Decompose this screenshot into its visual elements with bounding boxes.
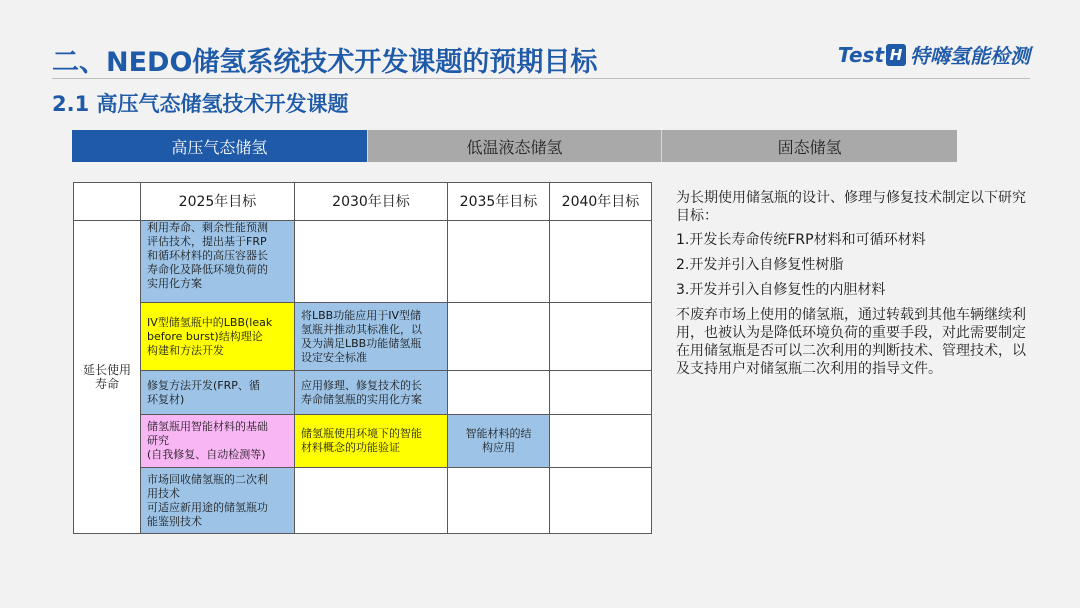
table-cell	[448, 371, 550, 415]
table-cell	[550, 221, 652, 303]
column-header-2025: 2025年目标	[141, 183, 295, 221]
table-cell: IV型储氢瓶中的LBB(leak before burst)结构理论 构建和方法开发	[141, 303, 295, 371]
column-header-empty	[74, 183, 141, 221]
logo-text-cn: 特嗨氢能检测	[910, 44, 1030, 68]
list-item: 2.开发并引入自修复性树脂	[676, 257, 844, 273]
table-cell: 市场回收储氢瓶的二次利 用技术 可适应新用途的储氢瓶功 能鉴别技术	[141, 468, 295, 534]
table-cell	[550, 303, 652, 371]
table-cell	[448, 303, 550, 371]
table-row	[74, 221, 652, 303]
brand-logo	[838, 40, 1030, 69]
table-cell	[550, 415, 652, 468]
table-cell: 储氢瓶用智能材料的基础 研究 (自我修复、自动检测等)	[141, 415, 295, 468]
table-cell: 储氢瓶使用环境下的智能 材料概念的功能验证	[295, 415, 448, 468]
page-title: 二、NEDO储氢系统技术开发课题的预期目标	[52, 47, 598, 78]
table-cell	[448, 221, 550, 303]
logo-mark-icon: H	[886, 44, 906, 66]
side-body: 不废弃市场上使用的储氢瓶，通过转载到其他车辆继续利用，也被认为是降低环境负荷的重要手段，对此需要制定在用储氢瓶是否可以二次利用的判断技术、管理技术，以及支持用户对储氢瓶二次利用的指导文件。	[676, 307, 1026, 377]
table-cell: 将LBB功能应用于IV型储 氢瓶并推动其标准化，以 及为满足LBB功能储氢瓶 设定安全标准	[295, 303, 448, 371]
table-cell	[550, 468, 652, 534]
logo-text-en: Test	[837, 42, 884, 67]
goals-table	[73, 182, 652, 534]
table-row	[74, 303, 652, 371]
side-intro: 为长期使用储氢瓶的设计、修理与修复技术制定以下研究目标：	[676, 190, 1026, 224]
table-cell	[295, 468, 448, 534]
table-cell: 应用修理、修复技术的长 寿命储氢瓶的实用化方案	[295, 371, 448, 415]
table-cell	[448, 468, 550, 534]
tab-high-pressure-gas[interactable]: 高压气态储氢	[72, 130, 367, 162]
tab-cryogenic-liquid[interactable]: 低温液态储氢	[367, 130, 662, 162]
column-header-2035: 2035年目标	[448, 183, 550, 221]
table-row	[74, 371, 652, 415]
row-header-extend-life: 延长使用 寿命	[74, 221, 141, 534]
table-cell	[550, 371, 652, 415]
column-header-2030: 2030年目标	[295, 183, 448, 221]
table-header-row	[74, 183, 652, 221]
section-subtitle: 2.1 高压气态储氢技术开发课题	[52, 92, 349, 116]
table-cell: 利用寿命、剩余性能预测 评估技术，提出基于FRP 和循环材料的高压容器长 寿命化及降低环境负荷的 实用化方案	[141, 221, 295, 303]
list-item: 3.开发并引入自修复性的内胆材料	[676, 282, 886, 298]
research-goals-text	[676, 189, 1026, 384]
table-row	[74, 415, 652, 468]
table-cell: 修复方法开发(FRP、循 环复材)	[141, 371, 295, 415]
category-tabs	[72, 130, 957, 162]
table-cell	[295, 221, 448, 303]
table-row	[74, 468, 652, 534]
column-header-2040: 2040年目标	[550, 183, 652, 221]
list-item: 1.开发长寿命传统FRP材料和可循环材料	[676, 232, 926, 248]
table-cell: 智能材料的结 构应用	[448, 415, 550, 468]
goal-list	[676, 231, 1026, 299]
tab-solid-state[interactable]: 固态储氢	[661, 130, 957, 162]
title-divider	[52, 78, 1030, 79]
